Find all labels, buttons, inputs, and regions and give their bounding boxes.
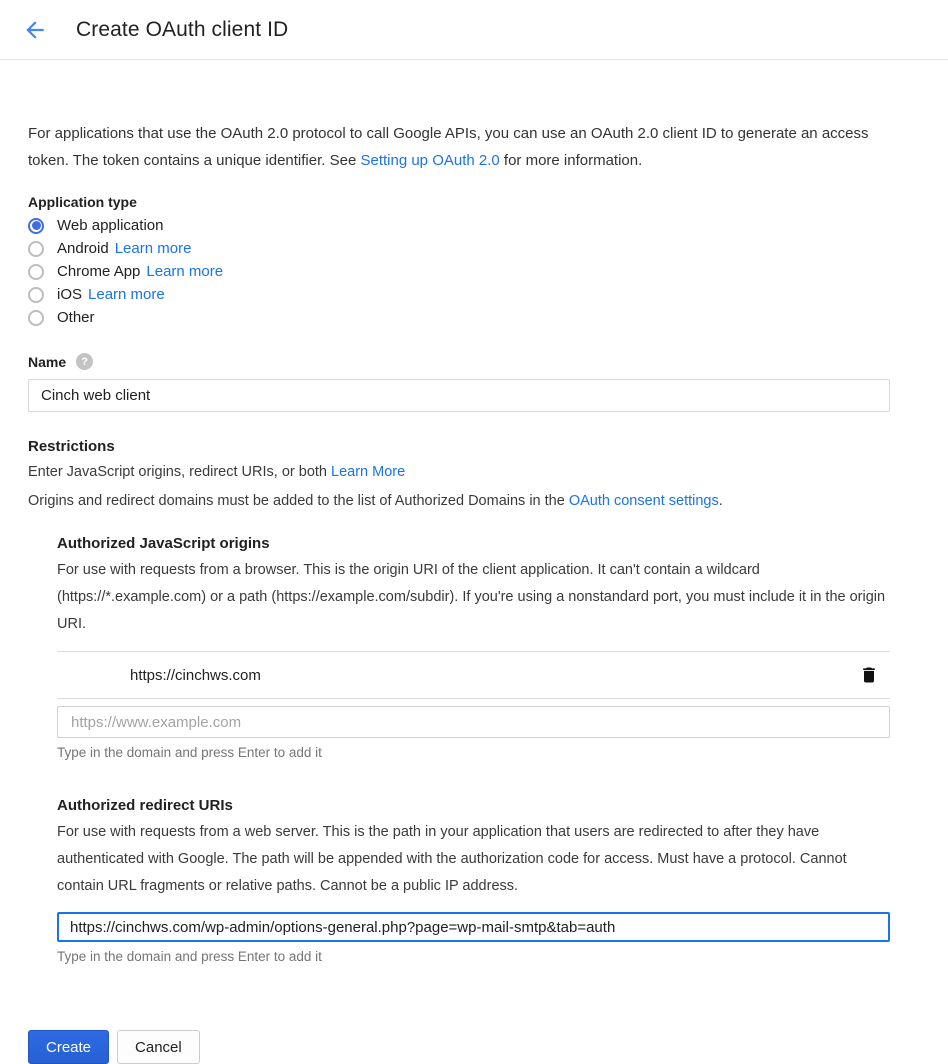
radio-button-icon — [28, 287, 44, 303]
page-title: Create OAuth client ID — [76, 17, 289, 41]
intro-paragraph — [28, 120, 890, 174]
radio-button-icon — [28, 264, 44, 280]
arrow-back-icon — [22, 17, 48, 43]
setting-up-oauth-link[interactable]: Setting up OAuth 2.0 — [360, 152, 500, 169]
chrome-app-learn-more-link[interactable]: Learn more — [146, 263, 224, 280]
oauth-consent-settings-link[interactable]: OAuth consent settings — [568, 493, 719, 509]
action-buttons — [28, 1030, 890, 1064]
delete-origin-button[interactable] — [858, 664, 880, 686]
radio-web-application[interactable] — [28, 214, 890, 237]
authorized-js-origins-section — [57, 535, 890, 760]
authorized-redirect-uris-description: For use with requests from a web server. This is the path in your application that users are redirected to after they have authenticated with Google. The path will be appended with the authorization code for access. Must have a protocol. Cannot contain URL fragments or relative paths. Cannot be a public IP address. — [57, 824, 847, 894]
back-button[interactable] — [22, 17, 48, 43]
origin-entry-value: https://cinchws.com — [130, 666, 261, 684]
radio-chrome-app[interactable] — [28, 260, 890, 283]
radio-label: iOS — [57, 286, 83, 303]
origin-input[interactable] — [57, 706, 890, 738]
radio-other[interactable] — [28, 306, 890, 329]
radio-button-icon — [28, 241, 44, 257]
name-label: Name — [28, 353, 67, 370]
redirect-helper-text: Type in the domain and press Enter to add it — [57, 949, 322, 964]
authorized-js-origins-description: For use with requests from a browser. This is the origin URI of the client application. It can't contain a wildcard (https://*.example.com) or a path (https://example.com/subdir). If you're using a nonstandard port, you must include it in the origin URI. — [57, 562, 886, 632]
origin-entry-row — [57, 651, 890, 699]
radio-label: Chrome App — [57, 263, 141, 280]
trash-icon — [859, 665, 879, 685]
radio-ios[interactable] — [28, 283, 890, 306]
restrictions-learn-more-link[interactable]: Learn More — [331, 464, 406, 480]
restrictions-line2-suffix: . — [718, 493, 723, 509]
ios-learn-more-link[interactable]: Learn more — [88, 286, 165, 303]
radio-label: Android — [57, 240, 109, 257]
origin-helper-text: Type in the domain and press Enter to add it — [57, 745, 322, 760]
main-content — [0, 120, 948, 1064]
radio-label: Web application — [57, 217, 164, 234]
create-button[interactable]: Create — [28, 1030, 109, 1064]
radio-button-icon — [28, 218, 44, 234]
intro-text-after: for more information. — [499, 152, 643, 169]
redirect-uri-input[interactable] — [57, 912, 890, 942]
restrictions-heading: Restrictions — [28, 438, 115, 455]
page-header — [0, 0, 948, 60]
name-section — [28, 353, 890, 412]
restrictions-line2 — [28, 493, 890, 509]
authorized-redirect-uris-heading: Authorized redirect URIs — [57, 797, 233, 814]
android-learn-more-link[interactable]: Learn more — [114, 240, 192, 257]
radio-button-icon — [28, 310, 44, 326]
application-type-options — [28, 214, 890, 329]
authorized-js-origins-heading: Authorized JavaScript origins — [57, 535, 270, 552]
authorized-redirect-uris-section — [57, 797, 890, 964]
cancel-button[interactable]: Cancel — [117, 1030, 200, 1064]
radio-android[interactable] — [28, 237, 890, 260]
radio-label: Other — [57, 309, 95, 326]
restrictions-line2-text: Origins and redirect domains must be added to the list of Authorized Domains in the — [28, 493, 569, 509]
intro-text: For applications that use the OAuth 2.0 protocol to call Google APIs, you can use an OAuth 2.0 client ID to generate an access token. The token contains a unique identifier. See — [28, 125, 869, 169]
help-icon[interactable]: ? — [76, 353, 93, 370]
restrictions-section — [28, 438, 890, 509]
restrictions-line1-text: Enter JavaScript origins, redirect URIs, or both — [28, 464, 332, 480]
name-input[interactable] — [28, 379, 890, 412]
restrictions-line1 — [28, 464, 890, 480]
application-type-section — [28, 194, 890, 329]
application-type-label: Application type — [28, 194, 137, 210]
